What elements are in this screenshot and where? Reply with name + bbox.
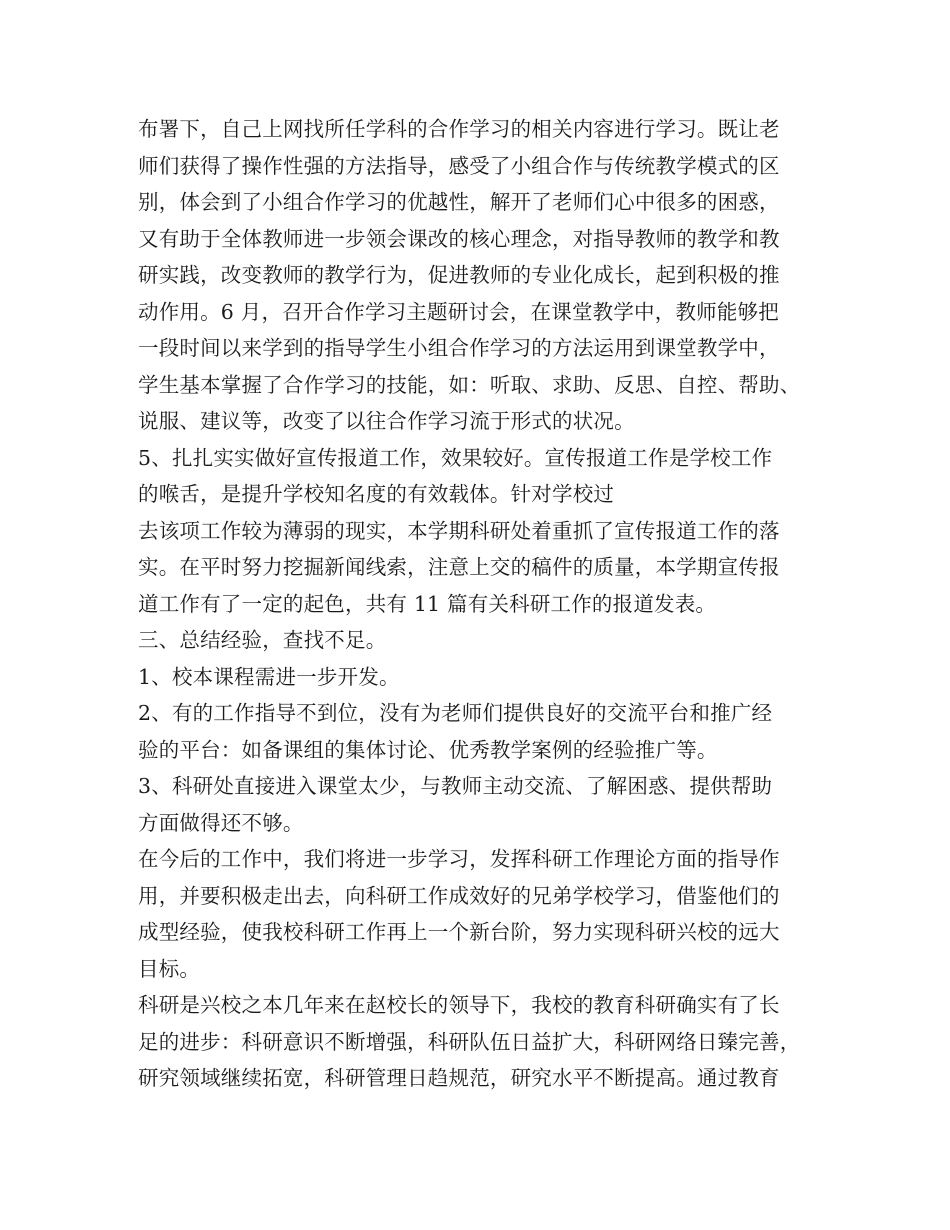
text-line: 实。在平时努力挖掘新闻线索，注意上交的稿件的质量，本学期宣传报 [138,555,780,579]
text-line: 研究领域继续拓宽，科研管理日趋规范，研究水平不断提高。通过教育 [138,1066,780,1090]
text-line: 一段时间以来学到的指导学生小组合作学习的方法运用到课堂教学中， [138,336,780,360]
text-line: 成型经验，使我校科研工作再上一个新台阶，努力实现科研兴校的远大 [138,920,780,944]
text-line: 说服、建议等，改变了以往合作学习流于形式的状况。 [138,409,635,433]
text-line: 用，并要积极走出去，向科研工作成效好的兄弟学校学习，借鉴他们的 [138,883,780,908]
text-line: 别，体会到了小组合作学习的优越性，解开了老师们心中很多的困惑， [138,190,780,214]
text-line: 5、扎扎实实做好宣传报道工作，效果较好。宣传报道工作是学校工作 [138,445,773,470]
text-line: 在今后的工作中，我们将进一步学习，发挥科研工作理论方面的指导作 [138,847,780,871]
text-line: 3、科研处直接进入课堂太少，与教师主动交流、了解困惑、提供帮助 [138,774,773,798]
text-line: 研实践，改变教师的教学行为，促进教师的专业化成长，起到积极的推 [138,263,780,287]
text-line: 学生基本掌握了合作学习的技能，如：听取、求助、反思、自控、帮助、 [138,372,801,397]
text-line: 道工作有了一定的起色，共有 11 篇有关科研工作的报道发表。 [138,591,717,616]
document-body [138,111,828,1097]
text-line: 科研是兴校之本几年来在赵校长的领导下，我校的教育科研确实有了长 [138,993,780,1017]
text-line: 动作用。6 月，召开合作学习主题研讨会，在课堂教学中，教师能够把 [138,299,779,324]
text-line: 足的进步：科研意识不断增强，科研队伍日益扩大，科研网络日臻完善， [138,1029,801,1054]
text-line: 布署下，自己上网找所任学科的合作学习的相关内容进行学习。既让老 [138,117,780,141]
text-line: 师们获得了操作性强的方法指导，感受了小组合作与传统教学模式的区 [138,153,780,178]
text-line: 的喉舌，是提升学校知名度的有效载体。针对学校过 [138,482,615,506]
section-heading: 三、总结经验，查找不足。 [138,628,387,652]
text-line: 又有助于全体教师进一步领会课改的核心理念，对指导教师的教学和教 [138,226,780,251]
text-line: 目标。 [138,956,201,981]
text-line: 方面做得还不够。 [138,810,304,835]
text-line: 2、有的工作指导不到位，没有为老师们提供良好的交流平台和推广经 [138,701,773,725]
text-line: 1、校本课程需进一步开发。 [138,664,400,689]
text-line: 验的平台：如备课组的集体讨论、优秀教学案例的经验推广等。 [138,737,718,762]
text-line: 去该项工作较为薄弱的现实，本学期科研处着重抓了宣传报道工作的落 [138,518,780,543]
